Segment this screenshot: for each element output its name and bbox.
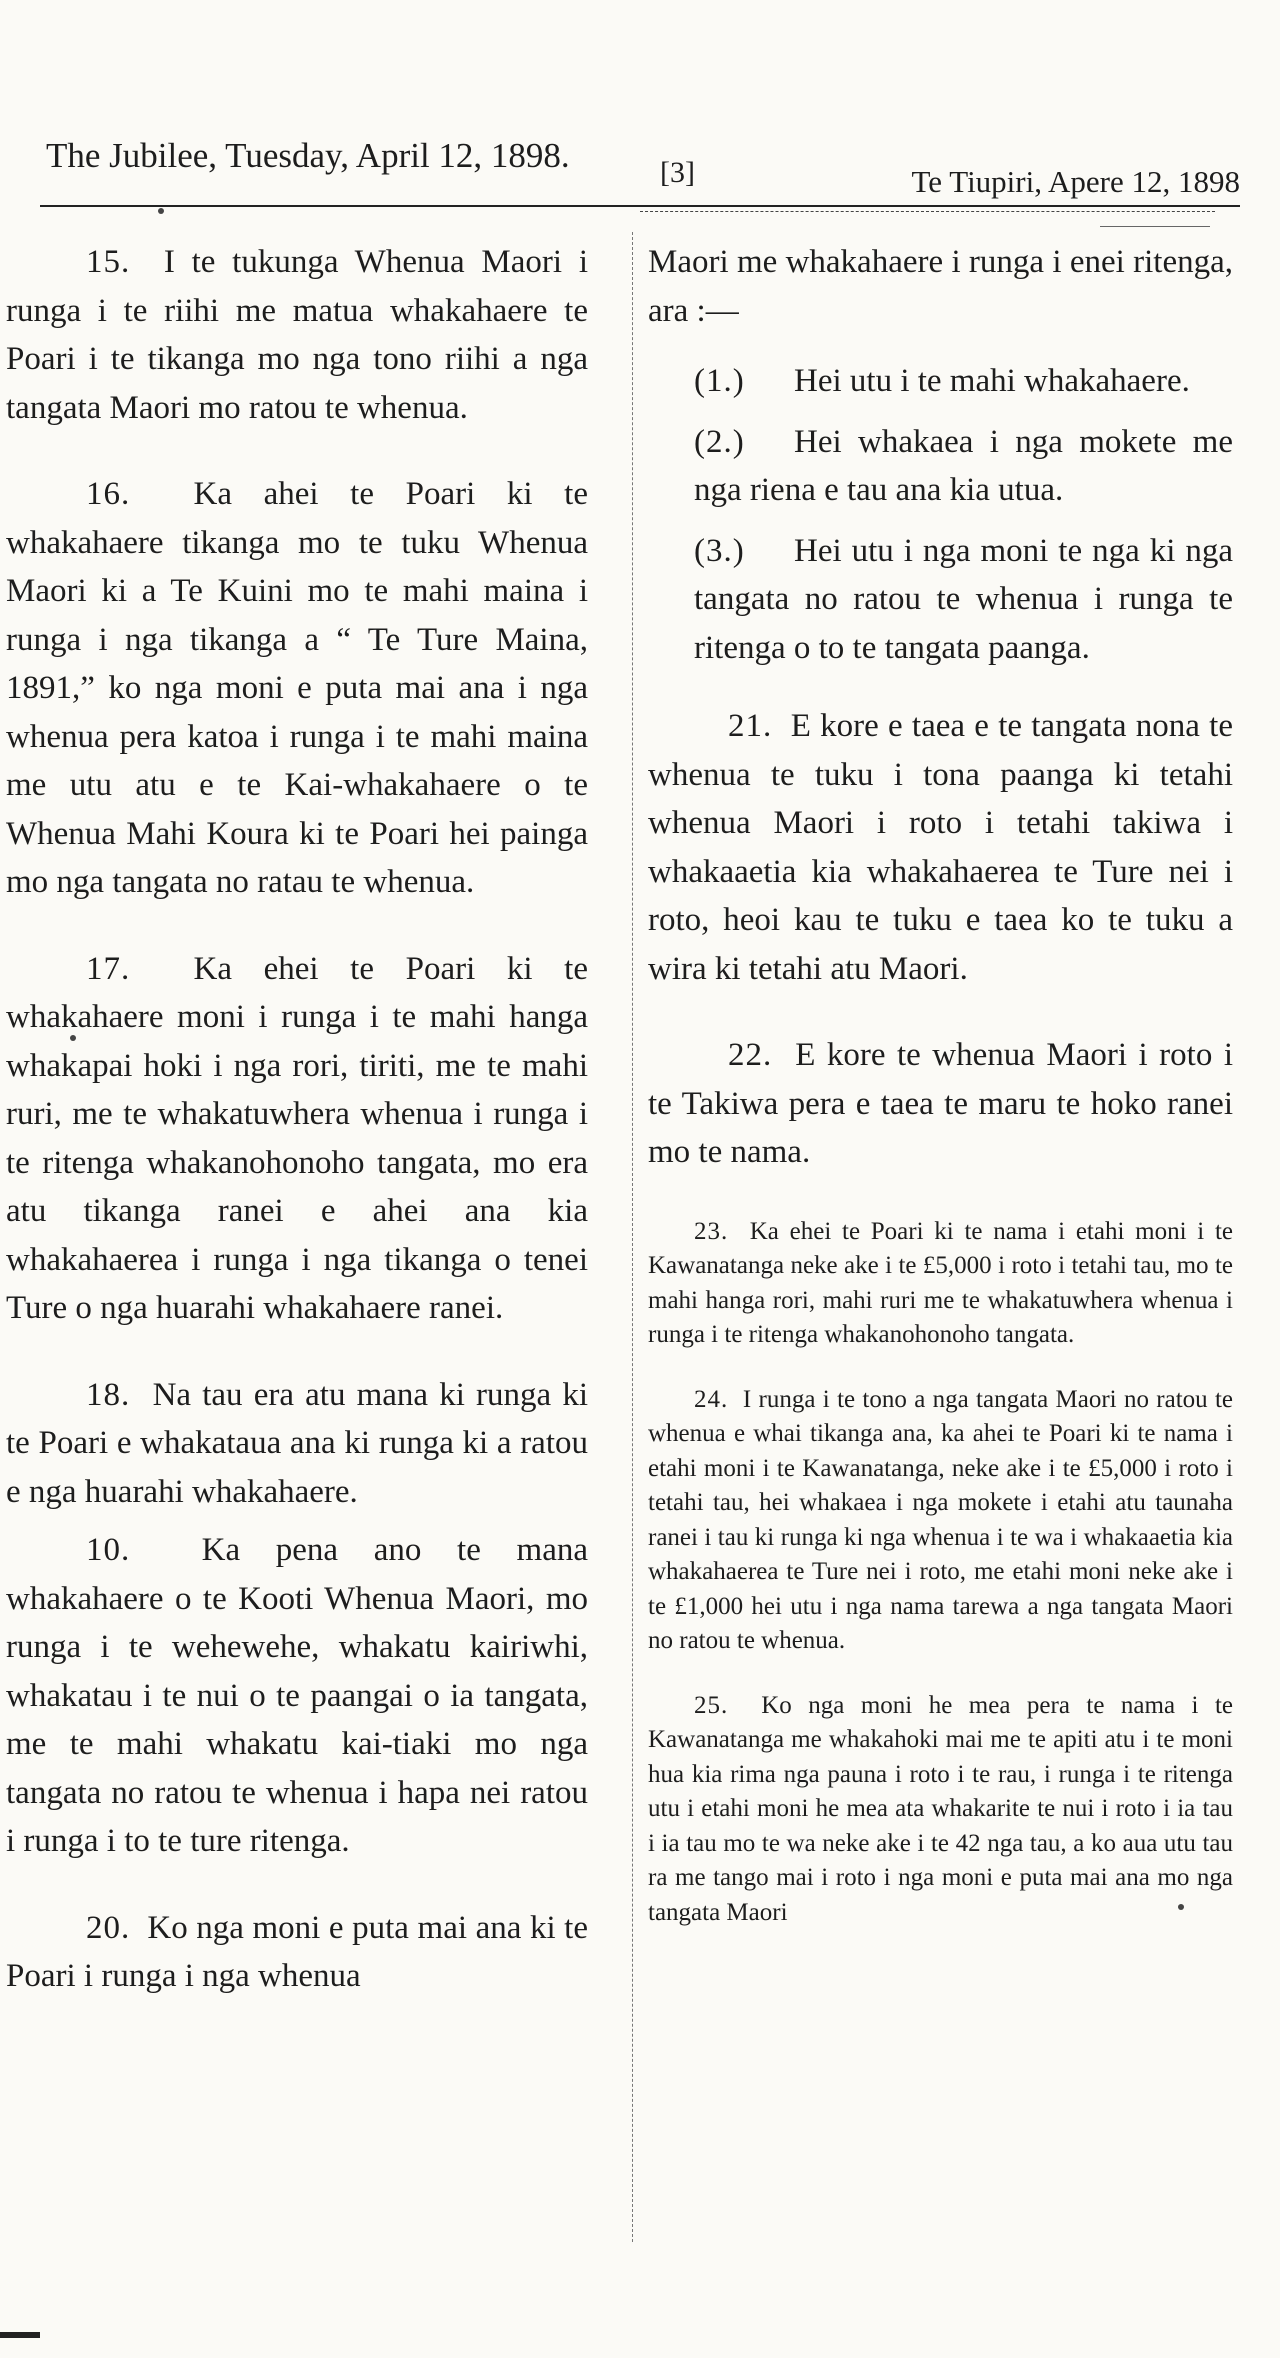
header-rule [40,205,1240,207]
section-22: 22. E kore te whenua Maori i roto i te Takiwa pera e taea te maru te hoko ranei mo te nama. [648,1037,1233,1170]
ink-speck [70,1035,76,1041]
section-25: 25. Ko nga moni he mea pera te nama i te Kawanatanga me whakahoki mai me te apiti atu i te moni hua kia rima nga pauna i roto i te rau, i runga i te ritenga utu i etahi moni he mea ata whakarite te nui i roto i ia tau i ia tau mo te wa neke ake i te 42 nga tau, a ko aua utu tau ra me tango mai i roto i nga moni e puta mai ana mo nga tangata Maori [648,1691,1234,1926]
header-short-rule [1100,226,1210,227]
section-18: 18. Na tau era atu mana ki runga ki te Poari e whakataua ana ki runga ki a ratou e nga huarahi whakahaere. [6,1376,589,1510]
subitem-1: (1.) Hei utu i te mahi whakahaere. [694,363,1190,399]
right-column [648,238,1233,1960]
header-dashed-rule [640,211,1215,212]
section-21: 21. E kore e taea e te tangata nona te whenua te tuku i tona paanga ki tetahi whenua Maori i roto i tetahi takiwa i whakaaetia kia whakahaerea te Ture nei i roto, heoi kau te tuku e taea ko te tuku a wira ki tetahi atu Maori. [648,708,1233,987]
section-23: 23. Ka ehei te Poari ki te nama i etahi moni i te Kawanatanga neke ake i te £5,000 i roto i tetahi tau, mo te mahi hanga rori, mahi ruri me te whakatuwhera whenua i runga i te ritenga whakanohonoho tangata. [648,1217,1234,1348]
column-divider [632,232,633,2242]
page-number: [3] [660,156,695,189]
section-24: 24. I runga i te tono a nga tangata Maori no ratou te whenua e whai tikanga ana, ka ahei te Poari ki te nama i etahi moni i te Kawanatanga, neke ake i te £5,000 i roto i tetahi tau, hei whakaea i nga mokete i etahi atu taunaha ranei i tau ki runga ki nga whenua i te wa i whakaaetia kia whakahaerea te Ture nei i roto, me etahi moni neke ake i te £1,000 hei utu i nga nama tarewa a nga tangata Maori no ratou te whenua. [648,1385,1234,1654]
subitem-3: (3.) Hei utu i nga moni te nga ki nga tangata no ratou te whenua i runga te ritenga o to te tangata paanga. [694,532,1233,666]
section-20-continuation: Maori me whakahaere i runga i enei ritenga, ara :— [648,244,1233,329]
section-20: 20. Ko nga moni e puta mai ana ki te Poari i runga i nga whenua [6,1909,588,1994]
subitem-2: (2.) Hei whakaea i nga mokete me nga riena e tau ana kia utua. [694,423,1233,508]
section-16: 16. Ka ahei te Poari ki te whakahaere tikanga mo te tuku Whenua Maori ki a Te Kuini mo te mahi maina i runga i nga tikanga a “ Te Ture Maina, 1891,” ko nga moni e puta mai ana i nga whenua pera katoa i runga i te mahi maina me utu atu e te Kai-whakahaere o te Whenua Mahi Koura ki te Poari hei painga mo nga tangata no ratau te whenua. [6,476,589,900]
scan-edge-mark [0,2332,40,2338]
section-15: 15. I te tukunga Whenua Maori i runga i te riihi me matua whakahaere te Poari i te tikanga mo nga tono riihi a nga tangata Maori mo ratou te whenua. [6,244,588,426]
ink-speck [158,208,164,214]
header-left-date: The Jubilee, Tuesday, April 12, 1898. [46,136,570,175]
left-column [6,238,588,2039]
section-19: 10. Ka pena ano te mana whakahaere o te Kooti Whenua Maori, mo runga i te wehewehe, whakatu kairiwhi, whakatau i te nui o te paangai o ia tangata, me te mahi whakatu kai-tiaki mo nga tangata no ratou te whenua i hapa nei ratou i runga i to te ture ritenga. [6,1532,589,1859]
section-17: 17. Ka ehei te Poari ki te whakahaere moni i runga i te mahi hanga whakapai hoki i nga rori, tiriti, me te mahi ruri, me te whakatuwhera whenua i runga i te ritenga whakanohonoho tangata, mo era atu tikanga ranei e ahei ana kia whakahaerea i runga i nga tikanga o tenei Ture o nga huarahi whakahaere ranei. [6,950,589,1326]
header-right-date: Te Tiupiri, Apere 12, 1898 [911,164,1240,199]
page-header [40,128,1240,199]
ink-speck [1178,1904,1184,1910]
